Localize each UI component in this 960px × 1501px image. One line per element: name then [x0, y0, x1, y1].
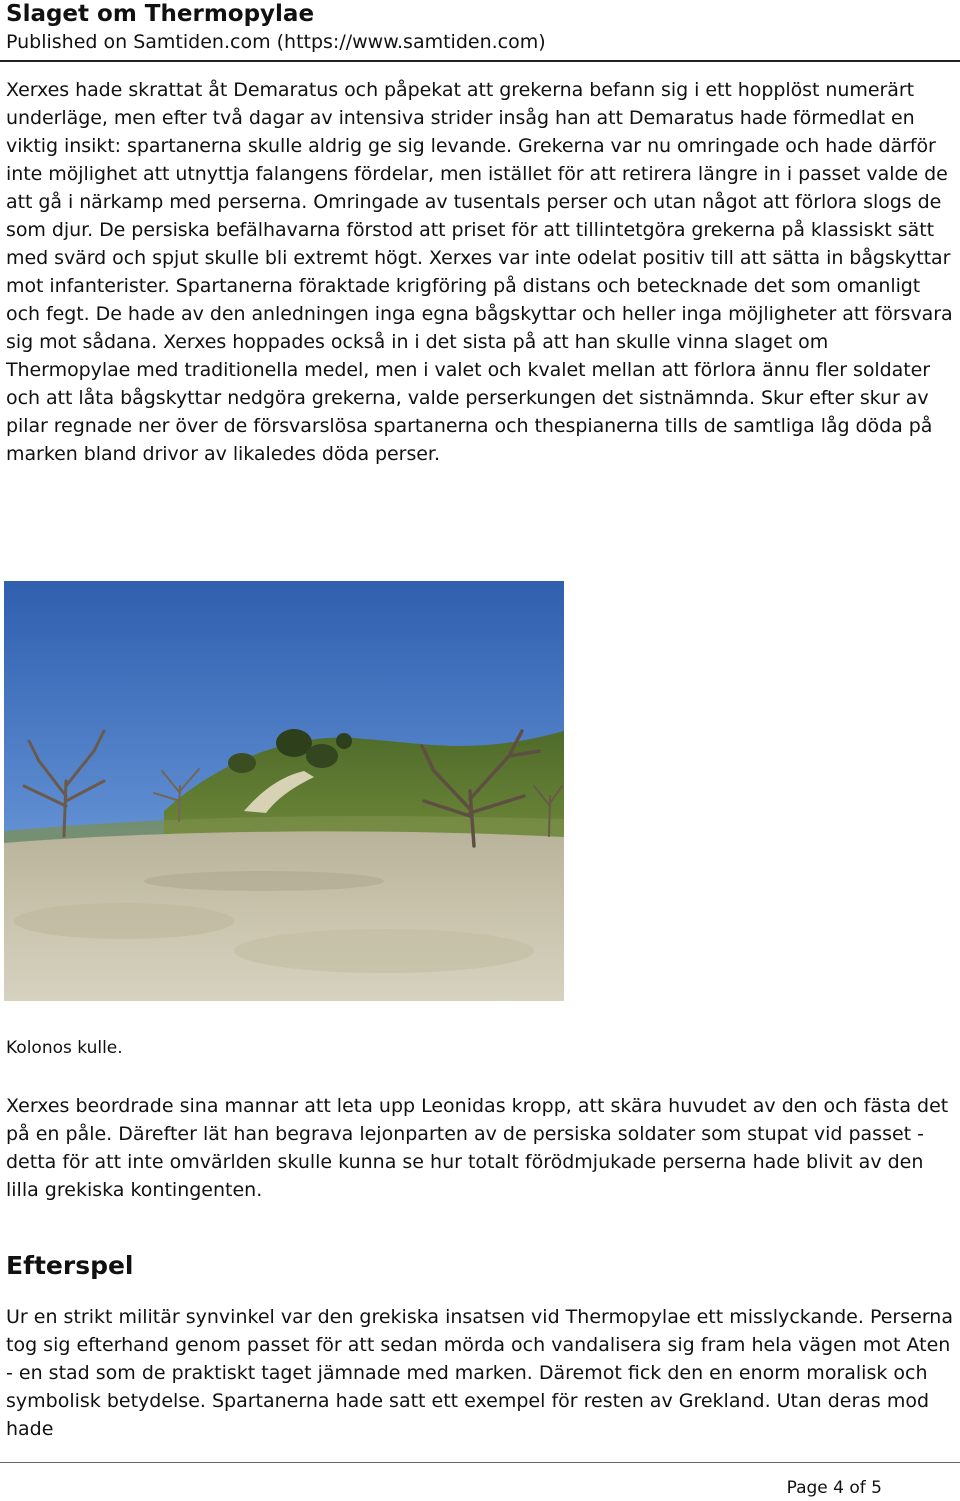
- page-number: Page 4 of 5: [786, 1478, 882, 1498]
- footer-divider: [0, 1462, 960, 1463]
- page-title: Slaget om Thermopylae: [6, 1, 315, 27]
- section-heading-efterspel: Efterspel: [6, 1251, 134, 1280]
- published-source: Published on Samtiden.com (https://www.samtiden.com): [6, 31, 546, 53]
- kolonos-hill-photo: [4, 581, 564, 1001]
- page-header: [6, 0, 956, 56]
- body-paragraph-1: Xerxes hade skrattat åt Demaratus och påpekat att grekerna befann sig i ett hopplöst numerärt underläge, men efter två dagar av intensiva strider insåg han att Demaratus hade förmedlat en viktig insikt: spartanerna skulle aldrig ge sig levande. Grekerna var nu omringade och hade därför inte möjlighet att utnyttja falangens fördelar, men istället för att retirera längre in i passet valde de att gå i närkamp med perserna. Omringade av tusentals perser och utan något att förlora slogs de som djur. De persiska befälhavarna förstod att priset för att tillintetgöra grekerna på klassiskt sätt med svärd och spjut skulle bli extremt högt. Xerxes var inte odelat positiv till att sätta in bågskyttar mot infanterister. Spartanerna föraktade krigföring på distans och betecknade det som omanligt och fegt. De hade av den anledningen inga egna bågskyttar och heller inga möjligheter att försvara sig mot sådana. Xerxes hoppades också in i det sista på att han skulle vinna slaget om Thermopylae med traditionella medel, men i valet och kvalet mellan att förlora ännu fler soldater och att låta bågskyttar nedgöra grekerna, valde perserkungen det sistnämnda. Skur efter skur av pilar regnade ner över de försvarslösa spartanerna och thespianerna tills de samtliga låg döda på marken bland drivor av likaledes döda perser.: [6, 79, 953, 465]
- body-paragraph-2: Xerxes beordrade sina mannar att leta upp Leonidas kropp, att skära huvudet av den och fästa det på en påle. Därefter lät han begrava lejonparten av de persiska soldater som stupat vid passet - detta för att inte omvärlden skulle kunna se hur totalt förödmjukade perserna hade blivit av den lilla grekiska kontingenten.: [6, 1095, 949, 1201]
- body-paragraph-3: Ur en strikt militär synvinkel var den grekiska insatsen vid Thermopylae ett misslyckande. Perserna tog sig efterhand genom passet för att sedan mörda och vandalisera sig fram hela vägen mot Aten - en stad som de praktiskt taget jämnade med marken. Däremot fick den en enorm moralisk och symbolisk betydelse. Spartanerna hade satt ett exempel för resten av Grekland. Utan deras mod hade: [6, 1306, 953, 1440]
- header-divider: [0, 60, 960, 62]
- image-caption: Kolonos kulle.: [6, 1038, 123, 1058]
